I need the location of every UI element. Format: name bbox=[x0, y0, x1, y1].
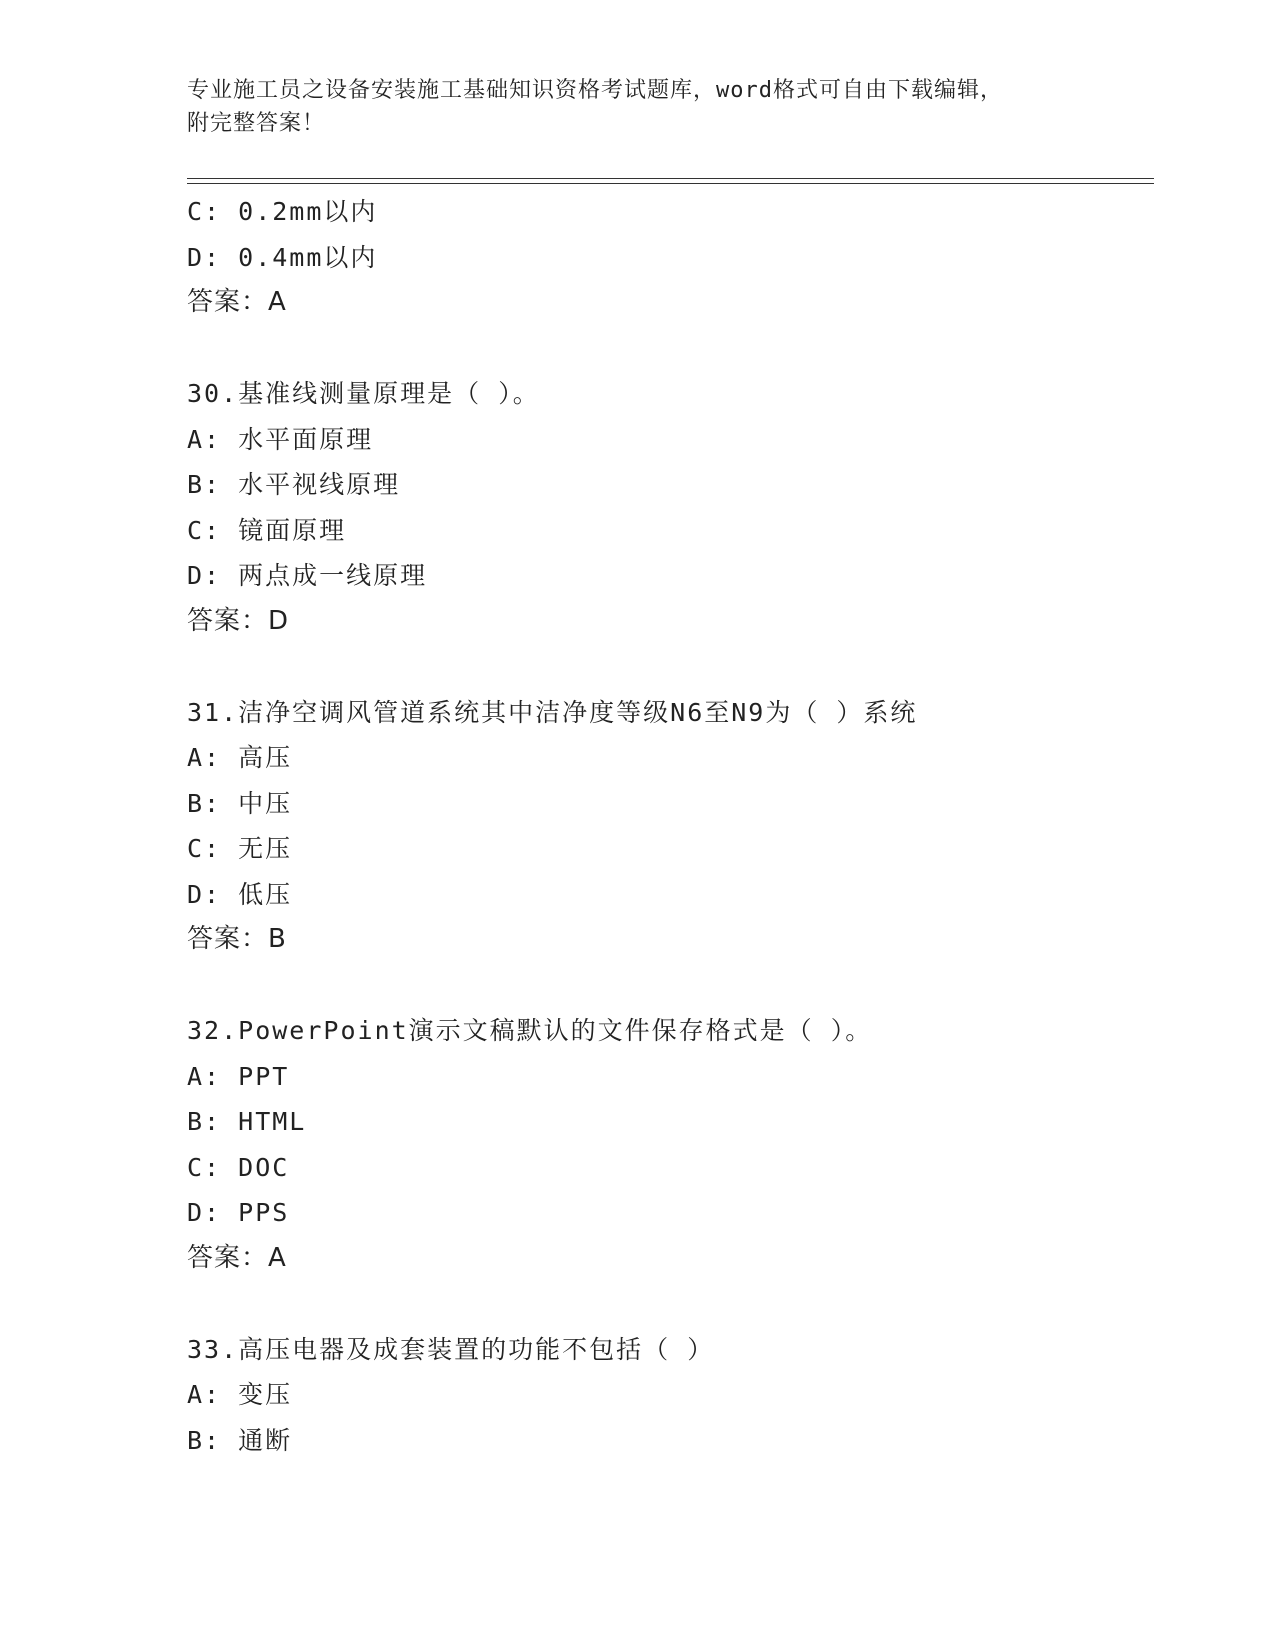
question-title: 31.洁净空调风管道系统其中洁净度等级N6至N9为（ ）系统 bbox=[187, 697, 918, 727]
option-item: C: DOC bbox=[187, 1152, 290, 1182]
question-title: 30.基准线测量原理是（ ）。 bbox=[187, 379, 540, 408]
spacer bbox=[187, 326, 1147, 372]
option-item: B: 通断 bbox=[187, 1425, 293, 1455]
option-item: B: 中压 bbox=[187, 788, 293, 818]
spacer bbox=[187, 644, 1147, 690]
question-title: 33.高压电器及成套装置的功能不包括（ ） bbox=[187, 1334, 715, 1364]
answer-line: 答案：B bbox=[187, 924, 287, 954]
option-item: A: 变压 bbox=[187, 1380, 293, 1409]
spacer bbox=[187, 1281, 1147, 1327]
option-item: D: 两点成一线原理 bbox=[187, 561, 428, 590]
option-item: D: PPS bbox=[187, 1198, 290, 1227]
question-title: 32.PowerPoint演示文稿默认的文件保存格式是（ ）。 bbox=[187, 1016, 873, 1045]
spacer bbox=[187, 963, 1147, 1009]
option-item: A: PPT bbox=[187, 1061, 290, 1091]
header-divider-top bbox=[187, 178, 1154, 179]
option-item: D: 0.4mm以内 bbox=[187, 242, 378, 272]
option-item: D: 低压 bbox=[187, 879, 293, 909]
header-divider-bottom bbox=[187, 183, 1154, 184]
document-body bbox=[187, 189, 1147, 1463]
option-item: A: 高压 bbox=[187, 743, 293, 772]
answer-line: 答案：A bbox=[187, 1242, 287, 1273]
header-line-1: 专业施工员之设备安装施工基础知识资格考试题库，word格式可自由下载编辑， bbox=[187, 78, 1003, 103]
option-item: C: 镜面原理 bbox=[187, 515, 347, 545]
option-item: C: 0.2mm以内 bbox=[187, 197, 378, 226]
option-item: A: 水平面原理 bbox=[187, 424, 374, 454]
document-header bbox=[187, 74, 1087, 140]
option-item: B: HTML bbox=[187, 1107, 307, 1136]
option-item: B: 水平视线原理 bbox=[187, 470, 401, 499]
answer-line: 答案：A bbox=[187, 287, 287, 317]
header-line-2: 附完整答案！ bbox=[187, 111, 326, 136]
option-item: C: 无压 bbox=[187, 834, 293, 863]
answer-line: 答案：D bbox=[187, 605, 290, 636]
